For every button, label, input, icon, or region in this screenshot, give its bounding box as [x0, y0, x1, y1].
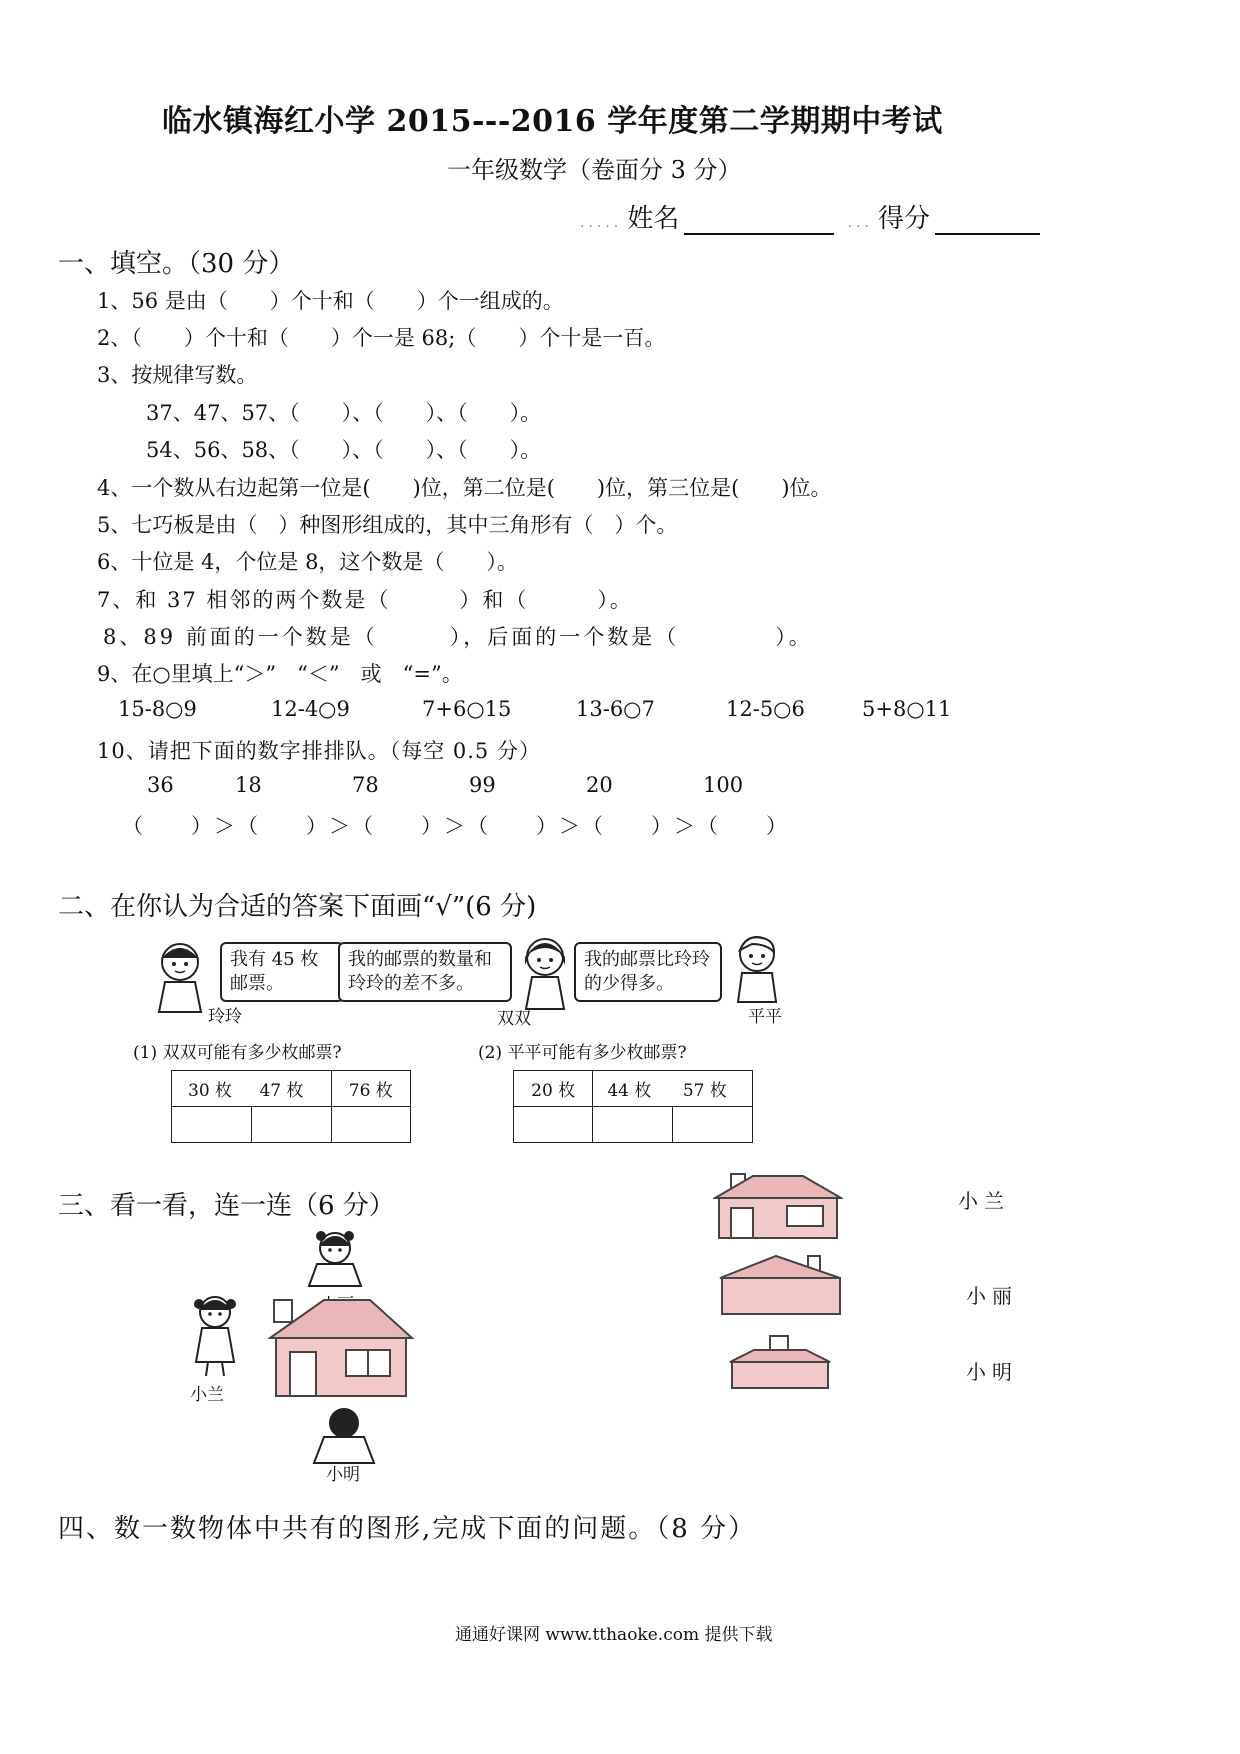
house-center-icon [268, 1290, 414, 1400]
compare-item: 13-6○7 [576, 697, 655, 721]
option-label: 44 枚 [607, 1081, 652, 1101]
exam-title: 临水镇海红小学 2015---2016 学年度第二学期期中考试 [162, 104, 943, 139]
option-label: 20 枚 [531, 1081, 576, 1101]
question-7: 7、和 37 相邻的两个数是（ ）和（ ）。 [97, 588, 633, 612]
question-3: 3、按规律写数。 [97, 363, 258, 387]
boy-xiaoming-back-icon [304, 1405, 384, 1465]
answer-cell[interactable] [514, 1107, 593, 1143]
score-label: 得分 [878, 204, 931, 234]
question-5: 5、七巧板是由（ ）种图形组成的，其中三角形有（ ）个。 [97, 513, 678, 537]
order-blanks: （ ）＞（ ）＞（ ）＞（ ）＞（ ）＞（ ） [122, 814, 789, 838]
question-10: 10、请把下面的数字排排队。（每空 0.5 分） [97, 739, 541, 763]
footer-text: 通通好课网 www.tthaoke.com 提供下载 [455, 1625, 773, 1645]
score-field[interactable] [935, 207, 1040, 235]
option-label: 47 枚 [259, 1081, 304, 1101]
question-3a: 37、47、57、（ ）、（ ）、（ ）。 [146, 401, 542, 425]
name-right-2: 小丽 [966, 1284, 1018, 1308]
answer-cell[interactable] [172, 1107, 252, 1143]
exam-subtitle: 一年级数学（卷面分 3 分） [447, 156, 742, 184]
option-label: 76 枚 [348, 1081, 393, 1101]
dots-decor: ..... [580, 215, 623, 231]
question-6: 6、十位是 4，个位是 8，这个数是（ ）。 [97, 550, 518, 574]
number-item: 20 [586, 773, 613, 797]
compare-item: 7+6○15 [422, 697, 512, 721]
question-1: 1、56 是由（ ）个十和（ ）个一组成的。 [97, 289, 564, 313]
label-xiaoming: 小明 [326, 1465, 360, 1485]
question-8: 8、89 前面的一个数是（ ），后面的一个数是（ ）。 [103, 625, 813, 649]
name-right-1: 小兰 [958, 1189, 1010, 1213]
number-item: 18 [235, 773, 262, 797]
name-shuangshuang: 双双 [497, 1009, 531, 1029]
subquestion-1: (1) 双双可能有多少枚邮票? [133, 1043, 342, 1063]
section-2-heading: 二、在你认为合适的答案下面画“√”(6 分) [58, 892, 537, 922]
girl-xiaoli-icon [295, 1228, 375, 1290]
name-lingling: 玲玲 [208, 1007, 242, 1027]
answer-cell[interactable] [673, 1107, 753, 1143]
question-2: 2、（ ）个十和（ ）个一是 68;（ ）个十是一百。 [97, 326, 666, 350]
option-cell [172, 1071, 332, 1107]
subquestion-2: (2) 平平可能有多少枚邮票? [478, 1043, 687, 1063]
number-item: 78 [352, 773, 379, 797]
number-item: 36 [147, 773, 174, 797]
student-info-row [580, 198, 1040, 235]
label-xiaolan: 小兰 [190, 1385, 224, 1405]
girl-lingling-icon [145, 940, 215, 1020]
girl-xiaolan-icon [180, 1290, 250, 1378]
answer-cell[interactable] [331, 1107, 410, 1143]
name-field[interactable] [684, 207, 834, 235]
option-cell [593, 1071, 753, 1107]
section-1-heading: 一、填空。（30 分） [58, 249, 295, 279]
house-side-view-icon [716, 1252, 846, 1318]
speech-bubble-pingping: 我的邮票比玲玲的少得多。 [574, 942, 722, 1002]
compare-item: 15-8○9 [118, 697, 197, 721]
question-4: 4、一个数从右边起第一位是( )位，第二位是( )位，第三位是( )位。 [97, 476, 832, 500]
name-right-3: 小明 [966, 1360, 1018, 1384]
option-label: 30 枚 [188, 1081, 233, 1101]
answer-cell[interactable] [251, 1107, 331, 1143]
number-item: 99 [469, 773, 496, 797]
name-label: 姓名 [627, 204, 680, 234]
compare-item: 12-5○6 [726, 697, 805, 721]
question-3b: 54、56、58、（ ）、（ ）、（ ）。 [146, 438, 542, 462]
compare-item: 5+8○11 [862, 697, 952, 721]
speech-bubble-shuangshuang: 我的邮票的数量和玲玲的差不多。 [338, 942, 512, 1002]
house-top-view-icon [728, 1332, 832, 1392]
choice-table-1 [171, 1070, 411, 1143]
choice-table-2 [513, 1070, 753, 1143]
question-9: 9、在○里填上“＞” “＜” 或 “=”。 [97, 662, 463, 686]
name-pingping: 平平 [748, 1007, 782, 1027]
compare-item: 12-4○9 [271, 697, 350, 721]
option-label: 57 枚 [682, 1081, 727, 1101]
boy-pingping-icon [722, 930, 792, 1010]
section-3-heading: 三、看一看，连一连（6 分） [58, 1191, 395, 1221]
speech-bubble-lingling: 我有 45 枚邮票。 [220, 942, 344, 1002]
dots-decor: ... [847, 215, 873, 231]
number-item: 100 [703, 773, 744, 797]
answer-cell[interactable] [593, 1107, 673, 1143]
option-cell [331, 1071, 410, 1107]
girl-shuangshuang-icon [510, 935, 580, 1015]
section-4-heading: 四、数一数物体中共有的图形,完成下面的问题。（8 分） [58, 1514, 757, 1544]
option-cell [514, 1071, 593, 1107]
house-front-view-icon [713, 1170, 843, 1242]
